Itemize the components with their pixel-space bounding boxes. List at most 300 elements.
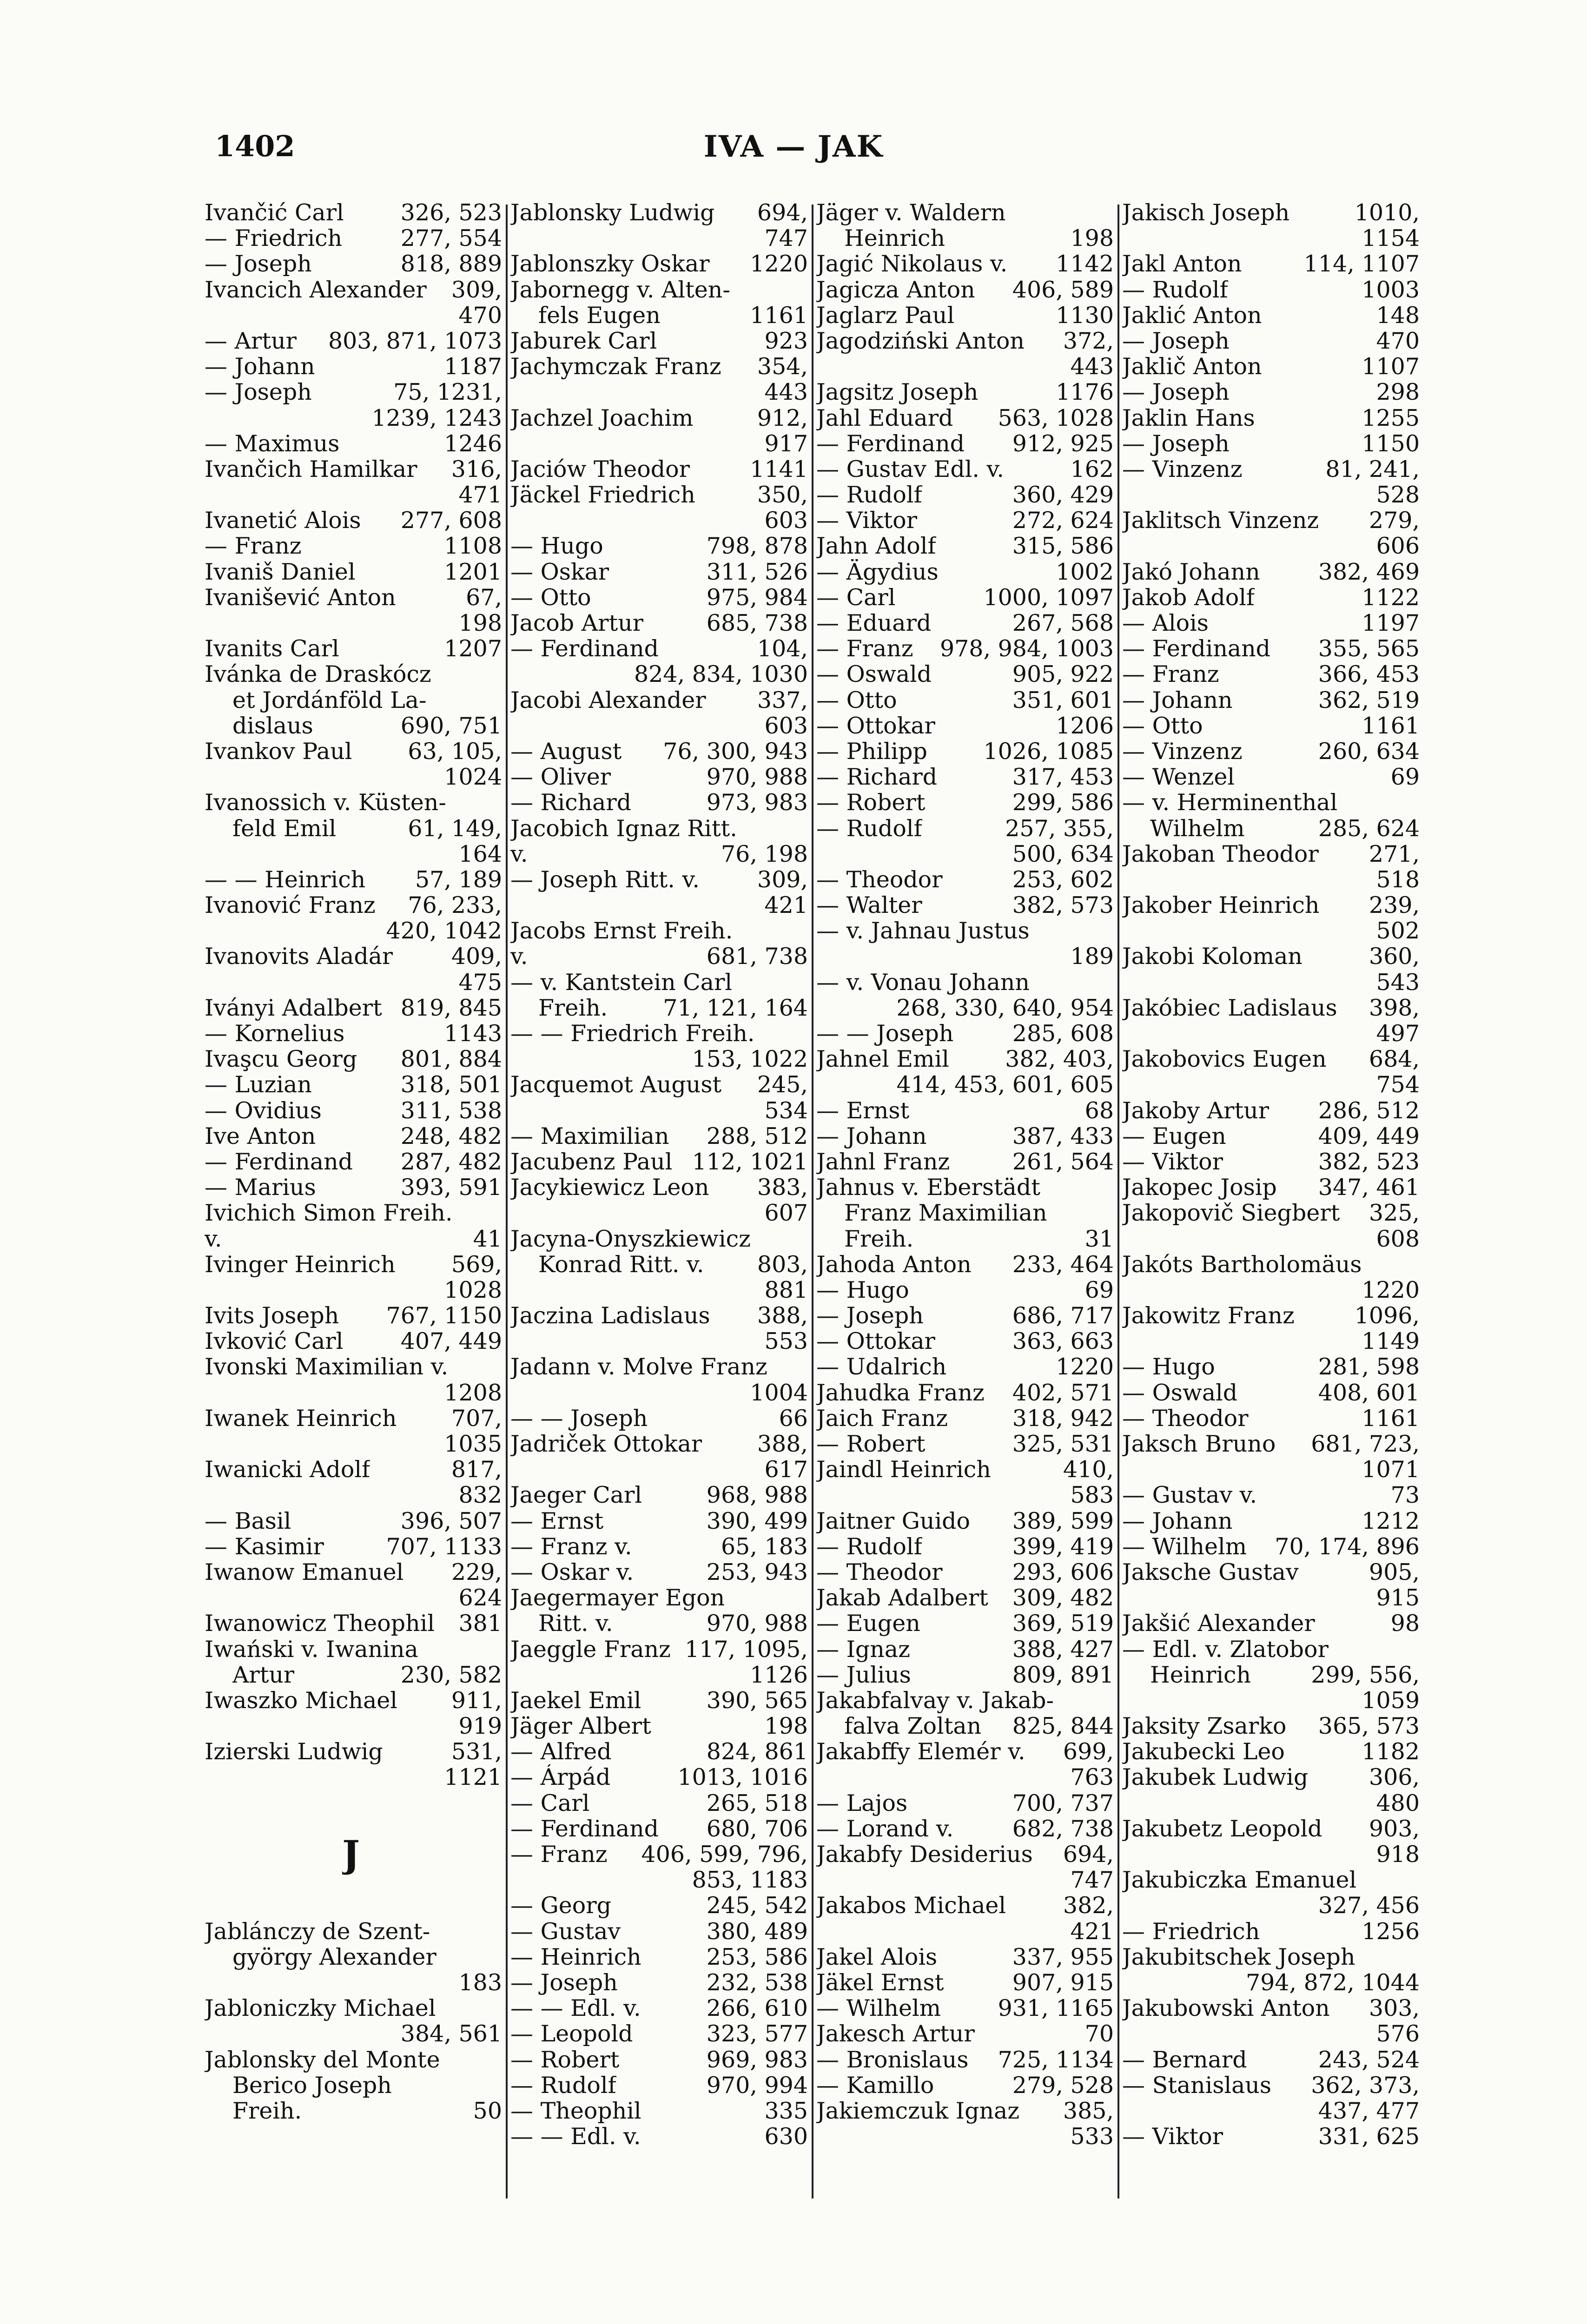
entry-name: v. — [510, 841, 528, 867]
entry-pages: 410, — [1063, 1457, 1114, 1483]
entry-name: Jahnel Emil — [816, 1046, 949, 1072]
entry-pages: 61, 149, — [408, 815, 502, 841]
entry-name: — Gustav Edl. v. — [816, 456, 1004, 482]
entry-name: — Wilhelm — [1122, 1533, 1247, 1559]
index-entry — [1122, 2047, 1420, 2073]
entry-name: — Carl — [510, 1790, 590, 1816]
index-entry — [816, 456, 1114, 482]
entry-pages — [1109, 1200, 1114, 1226]
entry-name: — Ottokar — [816, 1328, 935, 1354]
index-entry — [816, 739, 1114, 764]
index-entry — [205, 2021, 502, 2047]
index-entry — [205, 1611, 502, 1636]
entry-name: — Ernst — [816, 1097, 910, 1123]
index-entry — [205, 533, 502, 559]
entry-pages: 682, 738 — [1012, 1816, 1114, 1842]
index-entry — [1122, 431, 1420, 456]
index-entry — [205, 1508, 502, 1534]
index-entry — [816, 379, 1114, 405]
entry-pages: 382, — [1063, 1893, 1114, 1919]
entry-name: J — [342, 1832, 360, 1876]
entry-name: Iwanowicz Theophil — [205, 1611, 435, 1637]
index-entry — [510, 1046, 808, 1072]
index-entry — [816, 1021, 1114, 1046]
entry-name: — Ferdinand — [510, 636, 659, 662]
entry-pages: 1026, 1085 — [983, 738, 1114, 765]
entry-name: — — Heinrich — [205, 866, 366, 893]
entry-name: Jaeger Carl — [510, 1482, 642, 1508]
entry-pages: 277, 554 — [400, 225, 502, 251]
entry-name: — — Joseph — [510, 1405, 648, 1431]
entry-name: — Kornelius — [205, 1021, 345, 1047]
entry-pages: 326, 523 — [400, 200, 502, 226]
index-entry — [816, 1611, 1114, 1636]
index-entry — [205, 379, 502, 405]
entry-pages: 973, 983 — [706, 790, 808, 816]
entry-pages: 198 — [458, 610, 502, 636]
entry-name: Jaindl Heinrich — [816, 1457, 991, 1483]
entry-name: Jagsitz Joseph — [816, 379, 979, 405]
index-column-3 — [816, 200, 1114, 2199]
entry-pages: 384, 561 — [400, 2021, 502, 2047]
index-entry — [510, 585, 808, 610]
entry-pages — [803, 277, 808, 303]
column-rule — [812, 205, 813, 2199]
index-entry — [1122, 892, 1420, 918]
entry-pages: 382, 523 — [1318, 1149, 1420, 1175]
entry-name: Iwanek Heinrich — [205, 1405, 397, 1431]
entry-name: Jaburek Carl — [510, 328, 657, 354]
entry-name: Ive Anton — [205, 1123, 316, 1149]
index-entry — [816, 251, 1114, 277]
index-entry — [1122, 1149, 1420, 1175]
entry-pages: 553 — [764, 1328, 808, 1354]
index-entry — [205, 661, 502, 687]
index-entry — [510, 1739, 808, 1764]
entry-pages: 69 — [1390, 764, 1420, 790]
entry-pages: 306, — [1369, 1764, 1420, 1790]
entry-name: Jahnus v. Eberstädt — [816, 1175, 1040, 1201]
entry-name: Jakober Heinrich — [1122, 892, 1320, 918]
entry-name: Ivanišević Anton — [205, 584, 396, 610]
index-entry — [1122, 661, 1420, 687]
entry-pages: 502 — [1376, 918, 1420, 944]
entry-name: — Artur — [205, 328, 297, 354]
entry-name: — Franz — [205, 533, 302, 559]
entry-name: Jakubetz Leopold — [1122, 1816, 1322, 1842]
entry-pages: 1000, 1097 — [983, 584, 1114, 610]
entry-pages: 763 — [1070, 1764, 1114, 1790]
index-entry — [510, 1482, 808, 1508]
entry-pages — [803, 1021, 808, 1046]
entry-pages: 198 — [764, 1713, 808, 1739]
entry-pages — [1415, 1867, 1420, 1893]
entry-pages: 232, 538 — [706, 1969, 808, 1996]
entry-pages: 911, — [451, 1687, 502, 1714]
entry-pages: 293, 606 — [1012, 1559, 1114, 1585]
entry-pages: 694, — [1063, 1842, 1114, 1868]
index-entry — [205, 1431, 502, 1457]
entry-pages: 387, 433 — [1012, 1123, 1114, 1149]
index-entry — [1122, 610, 1420, 636]
entry-pages: 1059 — [1362, 1687, 1420, 1714]
index-entry — [1122, 456, 1420, 482]
entry-pages: 1220 — [1056, 1354, 1114, 1380]
entry-name: — Oliver — [510, 764, 611, 790]
entry-name: Wilhelm — [1150, 815, 1245, 841]
entry-name: Jakabfalvay v. Jakab- — [816, 1687, 1054, 1714]
entry-pages: 1096, — [1354, 1303, 1420, 1329]
entry-pages: 409, — [451, 944, 502, 970]
entry-pages: 75, 1231, — [393, 379, 502, 405]
entry-name: Jaitner Guido — [816, 1508, 971, 1534]
entry-name: Jahoda Anton — [816, 1251, 972, 1277]
index-entry — [510, 1457, 808, 1482]
entry-name: Jacubenz Paul — [510, 1149, 673, 1175]
index-entry — [1122, 1380, 1420, 1406]
entry-pages: 707, 1133 — [386, 1533, 502, 1559]
entry-pages: 978, 984, 1003 — [939, 636, 1114, 662]
entry-name: Jacykiewicz Leon — [510, 1175, 709, 1201]
entry-pages: 360, — [1369, 944, 1420, 970]
entry-pages: 299, 586 — [1012, 790, 1114, 816]
entry-name: Jakobi Koloman — [1122, 944, 1303, 970]
index-entry — [816, 1380, 1114, 1406]
entry-pages: 396, 507 — [400, 1508, 502, 1534]
index-entry — [816, 585, 1114, 610]
entry-pages: 968, 988 — [706, 1482, 808, 1508]
entry-pages: 363, 663 — [1012, 1328, 1114, 1354]
entry-name: Jaich Franz — [816, 1405, 948, 1431]
entry-pages: 970, 988 — [706, 764, 808, 790]
index-entry — [816, 1149, 1114, 1175]
index-entry — [510, 533, 808, 559]
index-entry — [510, 1303, 808, 1328]
entry-pages — [803, 918, 808, 944]
index-entry — [510, 918, 808, 944]
entry-name: — Richard — [510, 790, 632, 816]
entry-name: — Edl. v. Zlatobor — [1122, 1636, 1329, 1662]
entry-name: Jakowitz Franz — [1122, 1303, 1295, 1329]
index-entry — [1122, 1508, 1420, 1534]
entry-pages: 285, 608 — [1012, 1021, 1114, 1047]
index-entry — [816, 2047, 1114, 2073]
entry-pages — [360, 1816, 364, 1893]
entry-name: — Otto — [816, 687, 897, 713]
entry-name: Jagodziński Anton — [816, 328, 1025, 354]
entry-pages: 1004 — [750, 1380, 808, 1406]
entry-pages: 309, — [757, 866, 808, 893]
index-entry — [816, 1995, 1114, 2021]
entry-name: — Joseph — [205, 379, 312, 405]
entry-pages — [1109, 970, 1114, 995]
entry-name: Jachymczak Franz — [510, 354, 721, 380]
entry-pages: 1220 — [1362, 1277, 1420, 1303]
entry-pages: 288, 512 — [706, 1123, 808, 1149]
entry-name: — August — [510, 738, 622, 765]
entry-name: — Franz v. — [510, 1533, 632, 1559]
entry-pages: 685, 738 — [706, 610, 808, 636]
entry-name: — Friedrich — [205, 225, 343, 251]
entry-name: — Johann — [1122, 1508, 1233, 1534]
entry-name: — Otto — [1122, 713, 1203, 739]
index-entry — [510, 970, 808, 995]
index-entry — [816, 1046, 1114, 1072]
entry-pages: 366, 453 — [1318, 661, 1420, 687]
index-entry — [510, 1713, 808, 1739]
entry-pages: 325, 531 — [1012, 1431, 1114, 1457]
entry-pages: 112, 1021 — [692, 1149, 808, 1175]
entry-pages: 694, — [757, 200, 808, 226]
entry-pages — [803, 970, 808, 995]
index-entry — [816, 687, 1114, 713]
entry-name: — Oskar — [510, 559, 609, 585]
entry-pages: 325, — [1369, 1200, 1420, 1226]
entry-pages: 607 — [764, 1200, 808, 1226]
entry-pages: 317, 453 — [1012, 764, 1114, 790]
entry-name: Ivanits Carl — [205, 636, 339, 662]
entry-name: Jahl Eduard — [816, 405, 953, 431]
index-entry — [1122, 1534, 1420, 1559]
index-entry — [205, 1406, 502, 1431]
index-entry — [1122, 636, 1420, 661]
entry-pages: 148 — [1376, 302, 1420, 328]
entry-name: — — Joseph — [816, 1021, 954, 1047]
index-entry — [1122, 1816, 1420, 1842]
entry-name: Jahudka Franz — [816, 1380, 985, 1406]
entry-pages: 1149 — [1362, 1328, 1420, 1354]
entry-name: Jakó Johann — [1122, 559, 1260, 585]
index-entry — [510, 1585, 808, 1611]
entry-pages: 229, — [451, 1559, 502, 1585]
index-entry — [205, 816, 502, 841]
entry-name: — Árpád — [510, 1764, 611, 1790]
entry-name: Jaklič Anton — [1122, 354, 1262, 380]
index-entry — [510, 2098, 808, 2124]
entry-name: — Ferdinand — [816, 430, 965, 456]
entry-pages: 389, 599 — [1012, 1508, 1114, 1534]
entry-name: Jaklitsch Vinzenz — [1122, 508, 1319, 534]
index-entry — [816, 1354, 1114, 1380]
entry-name: — Maximilian — [510, 1123, 669, 1149]
entry-name: — Rudolf — [816, 1533, 922, 1559]
index-entry — [205, 328, 502, 354]
page-number: 1402 — [215, 129, 295, 163]
entry-name: Jablonsky del Monte — [205, 2047, 440, 2073]
entry-pages: 1122 — [1362, 584, 1420, 610]
running-title: IVA — JAK — [703, 129, 884, 164]
entry-pages: 153, 1022 — [692, 1046, 808, 1072]
index-entry — [205, 995, 502, 1021]
index-entry — [816, 1893, 1114, 1918]
entry-pages: 31 — [1084, 1226, 1114, 1252]
index-entry — [205, 1995, 502, 2021]
index-entry — [205, 1021, 502, 1046]
entry-pages — [1109, 200, 1114, 225]
entry-name: Jakiemczuk Ignaz — [816, 2098, 1020, 2124]
entry-pages: 183 — [458, 1969, 502, 1996]
index-entry — [510, 1149, 808, 1175]
entry-pages — [803, 816, 808, 841]
entry-pages: 528 — [1376, 482, 1420, 508]
entry-pages: 239, — [1369, 892, 1420, 918]
index-entry — [510, 764, 808, 790]
entry-pages — [1415, 1637, 1420, 1662]
index-entry — [510, 1534, 808, 1559]
entry-name: — Joseph — [1122, 379, 1230, 405]
entry-name: — Rudolf — [510, 2072, 616, 2098]
entry-pages: 470 — [1376, 328, 1420, 354]
entry-name: et Jordánföld La- — [232, 687, 427, 713]
entry-pages: 230, 582 — [400, 1662, 502, 1688]
entry-pages: 497 — [1376, 1021, 1420, 1047]
entry-pages: 316, — [451, 456, 502, 482]
index-entry — [205, 1790, 502, 1816]
entry-name: — Rudolf — [816, 815, 922, 841]
entry-pages: 475 — [458, 969, 502, 995]
entry-name: — Basil — [205, 1508, 291, 1534]
entry-name: Ivanovits Aladár — [205, 944, 393, 970]
index-entry — [816, 1816, 1114, 1842]
entry-name: — Franz — [816, 636, 913, 662]
index-entry — [510, 1842, 808, 1867]
index-entry — [1122, 1277, 1420, 1303]
index-entry — [205, 739, 502, 764]
entry-pages: 1206 — [1056, 713, 1114, 739]
entry-name: v. — [510, 944, 528, 970]
entry-pages: 803, — [757, 1251, 808, 1277]
entry-pages: 66 — [779, 1405, 808, 1431]
entry-pages: 355, 565 — [1318, 636, 1420, 662]
entry-pages: 406, 589 — [1012, 277, 1114, 303]
entry-name: — Kamillo — [816, 2072, 934, 2098]
entry-name: Jakubek Ludwig — [1122, 1764, 1309, 1790]
entry-name: Jagić Nikolaus v. — [816, 251, 1008, 277]
entry-pages: 114, 1107 — [1303, 251, 1420, 277]
entry-name: — Theodor — [816, 1559, 943, 1585]
entry-pages: 809, 891 — [1012, 1662, 1114, 1688]
entry-name: — Friedrich — [1122, 1918, 1260, 1944]
entry-name: — Franz — [1122, 661, 1219, 687]
index-entry — [816, 1790, 1114, 1816]
entry-pages: 1212 — [1362, 1508, 1420, 1534]
entry-name: — Robert — [816, 1431, 926, 1457]
entry-pages: 1161 — [750, 302, 808, 328]
entry-pages: 630 — [764, 2124, 808, 2150]
entry-name: Ivánka de Draskócz — [205, 661, 431, 687]
entry-name: Iwaszko Michael — [205, 1687, 397, 1714]
index-entry — [1122, 200, 1420, 225]
entry-name: — Ferdinand — [205, 1149, 353, 1175]
index-entry — [510, 2073, 808, 2098]
entry-pages: 267, 568 — [1012, 610, 1114, 636]
entry-pages: 382, 573 — [1012, 892, 1114, 918]
entry-pages: 881 — [764, 1277, 808, 1303]
index-entry — [205, 1559, 502, 1585]
entry-name: Ritt. v. — [538, 1611, 613, 1637]
entry-name: — Ignaz — [816, 1636, 910, 1662]
entry-name: Jacob Artur — [510, 610, 644, 636]
entry-name: Jakopovič Siegbert — [1122, 1200, 1340, 1226]
entry-pages: 335 — [764, 2098, 808, 2124]
entry-name: Heinrich — [1150, 1662, 1251, 1688]
index-entry — [205, 1585, 502, 1611]
entry-name: feld Emil — [232, 815, 337, 841]
index-entry — [1122, 764, 1420, 790]
entry-name: Jakobovics Eugen — [1122, 1046, 1327, 1072]
entry-pages: 684, — [1369, 1046, 1420, 1072]
entry-name: — Ernst — [510, 1508, 604, 1534]
index-entry — [1122, 1944, 1420, 1970]
entry-pages: 1143 — [444, 1021, 502, 1047]
entry-name: Jabornegg v. Alten- — [510, 277, 730, 303]
entry-pages — [803, 1585, 808, 1611]
index-entry — [1122, 1098, 1420, 1123]
index-entry — [1122, 508, 1420, 533]
entry-name: Ivankov Paul — [205, 738, 352, 765]
entry-name: Jabloniczky Michael — [205, 1995, 436, 2021]
entry-pages: 233, 464 — [1012, 1251, 1114, 1277]
entry-pages: 63, 105, — [408, 738, 502, 765]
index-entry — [816, 1431, 1114, 1457]
entry-name: Jaksity Zsarko — [1122, 1713, 1287, 1739]
index-entry — [1122, 251, 1420, 277]
entry-pages: 388, — [757, 1431, 808, 1457]
entry-name: — Eduard — [816, 610, 932, 636]
index-entry — [205, 1303, 502, 1328]
entry-pages: 1028 — [444, 1277, 502, 1303]
entry-name: Ivković Carl — [205, 1328, 344, 1354]
entry-pages — [497, 1944, 502, 1970]
entry-pages: 1207 — [444, 636, 502, 662]
index-entry — [1122, 1457, 1420, 1482]
index-entry — [1122, 1328, 1420, 1354]
index-entry — [1122, 1919, 1420, 1944]
entry-pages: 265, 518 — [706, 1790, 808, 1816]
index-entry — [510, 1944, 808, 1970]
index-entry — [510, 405, 808, 431]
entry-name: Ivits Joseph — [205, 1303, 339, 1329]
entry-name: — Gustav v. — [1122, 1482, 1257, 1508]
entry-name: Jakesch Artur — [816, 2021, 975, 2047]
index-entry — [1122, 225, 1420, 251]
index-entry — [205, 1046, 502, 1072]
index-entry — [816, 1098, 1114, 1123]
index-entry — [510, 944, 808, 969]
index-entry — [1122, 995, 1420, 1021]
entry-name: Jahnl Franz — [816, 1149, 950, 1175]
entry-pages: 253, 602 — [1012, 866, 1114, 893]
index-entry — [510, 225, 808, 251]
index-entry — [816, 1970, 1114, 1995]
index-entry — [510, 790, 808, 815]
entry-pages: 798, 878 — [706, 533, 808, 559]
entry-pages: 323, 577 — [706, 2021, 808, 2047]
entry-name: — Oswald — [816, 661, 932, 687]
entry-name: — Carl — [816, 584, 896, 610]
index-entry — [1122, 379, 1420, 405]
index-entry — [205, 1380, 502, 1406]
entry-name: Iwański v. Iwanina — [205, 1636, 418, 1662]
entry-name: — Joseph — [205, 251, 312, 277]
index-entry — [816, 1252, 1114, 1277]
entry-name: Freih. — [538, 995, 608, 1021]
entry-pages — [497, 661, 502, 687]
index-entry — [816, 405, 1114, 431]
entry-pages: 1208 — [444, 1380, 502, 1406]
index-entry — [205, 1662, 502, 1688]
entry-pages: 76, 198 — [721, 841, 808, 867]
